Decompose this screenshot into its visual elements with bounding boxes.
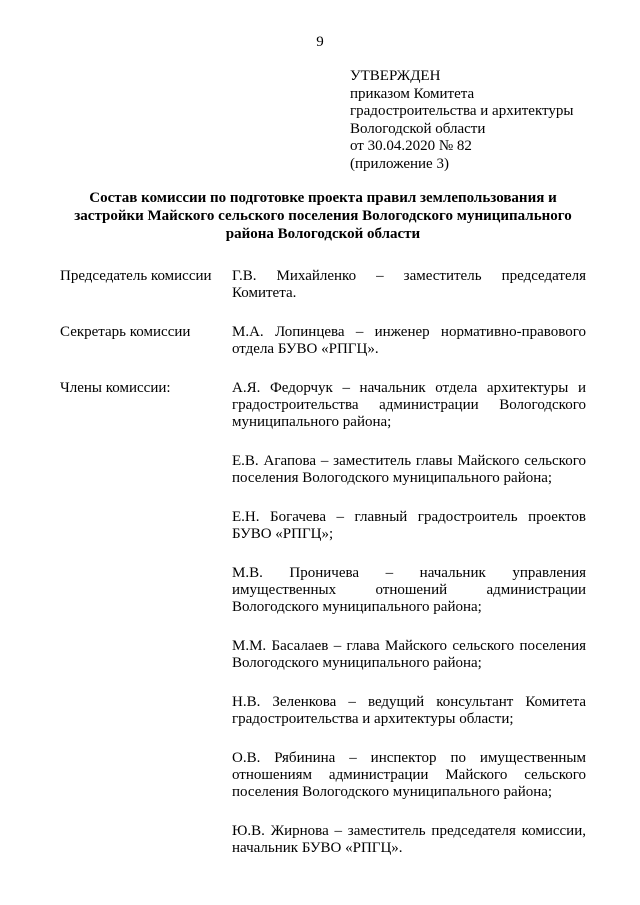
role-label: Члены комиссии: [60, 380, 171, 396]
approval-line: Вологодской области [350, 120, 486, 137]
roster-row-chairman [60, 268, 586, 302]
roster-row-secretary [60, 324, 586, 358]
approval-line: приказом Комитета [350, 85, 475, 102]
document-title: Состав комиссии по подготовке проекта правил землепользования и застройки Майского сельского поселения Вологодского муниципального района Вологодской области [74, 190, 572, 242]
member-entry: О.В. Рябинина – инспектор по имущественным отношениям администрации Майского сельского поселения Вологодского муниципального района; [232, 750, 586, 800]
member-entry: А.Я. Федорчук – начальник отдела архитектуры и градостроительства администрации Вологодского муниципального района; [232, 380, 586, 430]
member-list [232, 324, 586, 358]
approval-stamp [350, 68, 610, 173]
role-label: Секретарь комиссии [60, 324, 191, 340]
member-entry: М.В. Проничева – начальник управления имущественных отношений администрации Вологодского муниципального района; [232, 565, 586, 615]
member-list [232, 380, 586, 857]
role-label: Председатель комиссии [60, 268, 212, 284]
member-entry: Е.В. Агапова – заместитель главы Майского сельского поселения Вологодского муниципального района; [232, 453, 586, 486]
member-entry: Е.Н. Богачева – главный градостроитель проектов БУВО «РПГЦ»; [232, 509, 586, 542]
approval-line: градостроительства и архитектуры [350, 103, 574, 119]
member-entry: М.А. Лопинцева – инженер нормативно-правового отдела БУВО «РПГЦ». [232, 324, 586, 357]
commission-roster [60, 268, 586, 857]
member-entry: Г.В. Михайленко – заместитель председателя Комитета. [232, 268, 586, 301]
approval-line: УТВЕРЖДЕН [350, 68, 441, 84]
member-entry: Н.В. Зеленкова – ведущий консультант Комитета градостроительства и архитектуры области; [232, 694, 586, 727]
approval-line: (приложение 3) [350, 155, 449, 172]
member-entry: Ю.В. Жирнова – заместитель председателя комиссии, начальник БУВО «РПГЦ». [232, 823, 586, 856]
member-entry: М.М. Басалаев – глава Майского сельского поселения Вологодского муниципального района; [232, 638, 586, 671]
approval-line: от 30.04.2020 № 82 [350, 138, 472, 154]
page-number: 9 [316, 34, 324, 50]
roster-row-members [60, 380, 586, 857]
member-list [232, 268, 586, 302]
